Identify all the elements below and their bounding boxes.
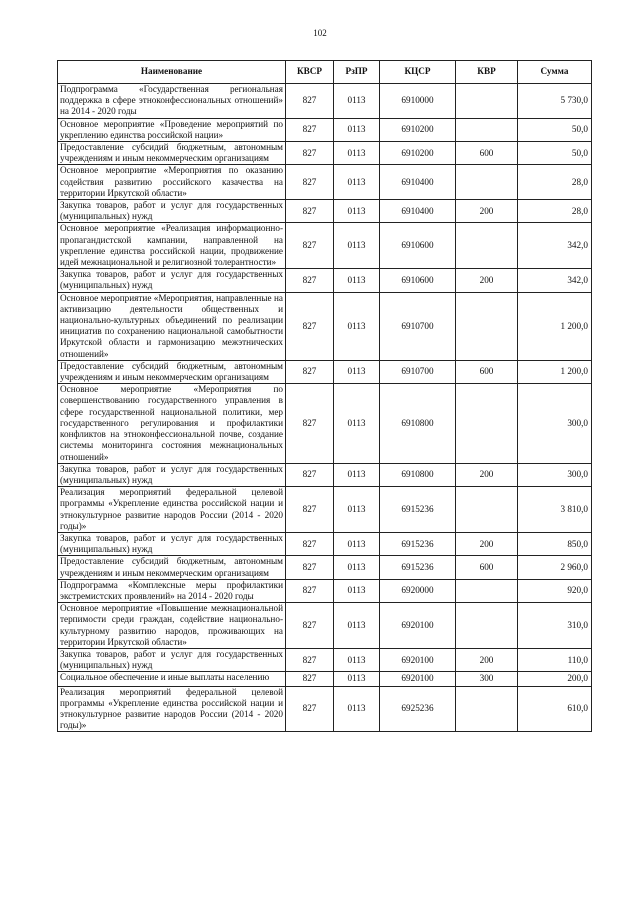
cell-sum: 342,0 (518, 223, 592, 269)
cell-kcsr: 6910800 (380, 384, 456, 463)
cell-kvr (456, 84, 518, 119)
cell-kcsr: 6920000 (380, 579, 456, 602)
cell-sum: 1 200,0 (518, 292, 592, 360)
cell-kcsr: 6920100 (380, 603, 456, 649)
cell-rzpr: 0113 (334, 165, 380, 200)
cell-sum: 850,0 (518, 532, 592, 555)
cell-rzpr: 0113 (334, 360, 380, 383)
cell-name: Основное мероприятие «Мероприятия по оказанию содействия развитию российского казачества на территории Иркутской области» (58, 165, 286, 200)
table-row (58, 269, 592, 292)
cell-kvr: 200 (456, 463, 518, 486)
header-sum: Сумма (518, 61, 592, 84)
cell-kvsr: 827 (286, 118, 334, 141)
cell-sum: 3 810,0 (518, 487, 592, 533)
cell-kcsr: 6915236 (380, 532, 456, 555)
cell-kcsr: 6910700 (380, 292, 456, 360)
cell-name: Реализация мероприятий федеральной целевой программы «Укрепление единства российской нации и этнокультурное развитие народов России (2014 - 2020 годы)» (58, 487, 286, 533)
cell-name: Предоставление субсидий бюджетным, автономным учреждениям и иным некоммерческим организациям (58, 142, 286, 165)
cell-kcsr: 6910800 (380, 463, 456, 486)
cell-sum: 300,0 (518, 384, 592, 463)
cell-kvsr: 827 (286, 200, 334, 223)
cell-sum: 50,0 (518, 118, 592, 141)
cell-kvr (456, 603, 518, 649)
cell-kvr (456, 118, 518, 141)
table-row (58, 165, 592, 200)
cell-sum: 1 200,0 (518, 360, 592, 383)
cell-rzpr: 0113 (334, 463, 380, 486)
table-row (58, 292, 592, 360)
cell-kvr (456, 292, 518, 360)
table-row (58, 118, 592, 141)
cell-name: Предоставление субсидий бюджетным, автономным учреждениям и иным некоммерческим организациям (58, 556, 286, 579)
table-row (58, 200, 592, 223)
cell-kvsr: 827 (286, 672, 334, 686)
cell-rzpr: 0113 (334, 269, 380, 292)
table-row (58, 579, 592, 602)
table-row (58, 648, 592, 671)
cell-kvsr: 827 (286, 84, 334, 119)
cell-rzpr: 0113 (334, 648, 380, 671)
cell-name: Закупка товаров, работ и услуг для государственных (муниципальных) нужд (58, 532, 286, 555)
cell-kvr: 200 (456, 200, 518, 223)
cell-rzpr: 0113 (334, 672, 380, 686)
cell-kvr (456, 487, 518, 533)
cell-rzpr: 0113 (334, 686, 380, 732)
cell-rzpr: 0113 (334, 532, 380, 555)
cell-kvr: 600 (456, 142, 518, 165)
cell-name: Закупка товаров, работ и услуг для государственных (муниципальных) нужд (58, 200, 286, 223)
cell-kvsr: 827 (286, 223, 334, 269)
header-rzpr: РзПР (334, 61, 380, 84)
cell-kvsr: 827 (286, 384, 334, 463)
cell-kvr: 600 (456, 360, 518, 383)
cell-rzpr: 0113 (334, 200, 380, 223)
cell-rzpr: 0113 (334, 579, 380, 602)
cell-kvsr: 827 (286, 648, 334, 671)
cell-kcsr: 6915236 (380, 556, 456, 579)
cell-name: Основное мероприятие «Мероприятия, направленные на активизацию деятельности общественных и национально-культурных объединений по реализации инициатив по сохранению национальной самобытности Иркутской области и гармонизацию межэтнических отношений» (58, 292, 286, 360)
budget-table (57, 60, 592, 732)
cell-kvr (456, 384, 518, 463)
cell-kvr: 200 (456, 648, 518, 671)
cell-kcsr: 6910400 (380, 165, 456, 200)
header-kcsr: КЦСР (380, 61, 456, 84)
cell-kvsr: 827 (286, 686, 334, 732)
cell-sum: 610,0 (518, 686, 592, 732)
cell-rzpr: 0113 (334, 223, 380, 269)
table-row (58, 672, 592, 686)
cell-kvr: 300 (456, 672, 518, 686)
table-row (58, 463, 592, 486)
cell-name: Подпрограмма «Комплексные меры профилактики экстремистских проявлений» на 2014 - 2020 годы (58, 579, 286, 602)
table-row (58, 532, 592, 555)
cell-name: Закупка товаров, работ и услуг для государственных (муниципальных) нужд (58, 269, 286, 292)
cell-kcsr: 6920100 (380, 672, 456, 686)
cell-kvsr: 827 (286, 463, 334, 486)
header-kvr: КВР (456, 61, 518, 84)
cell-sum: 2 960,0 (518, 556, 592, 579)
cell-name: Закупка товаров, работ и услуг для государственных (муниципальных) нужд (58, 463, 286, 486)
cell-name: Основное мероприятие «Повышение межнациональной терпимости среди граждан, содействие национально-культурному развитию народов, проживающих на территории Иркутской области» (58, 603, 286, 649)
cell-kvsr: 827 (286, 165, 334, 200)
cell-kcsr: 6910200 (380, 142, 456, 165)
cell-rzpr: 0113 (334, 118, 380, 141)
cell-kcsr: 6910200 (380, 118, 456, 141)
cell-kvsr: 827 (286, 269, 334, 292)
cell-sum: 50,0 (518, 142, 592, 165)
cell-kcsr: 6910400 (380, 200, 456, 223)
cell-sum: 5 730,0 (518, 84, 592, 119)
cell-kcsr: 6910600 (380, 269, 456, 292)
table-row (58, 142, 592, 165)
table-row (58, 686, 592, 732)
cell-rzpr: 0113 (334, 384, 380, 463)
cell-kvsr: 827 (286, 532, 334, 555)
cell-sum: 110,0 (518, 648, 592, 671)
cell-rzpr: 0113 (334, 487, 380, 533)
cell-sum: 310,0 (518, 603, 592, 649)
cell-name: Реализация мероприятий федеральной целевой программы «Укрепление единства российской нации и этнокультурное развитие народов России (2014 - 2020 годы)» (58, 686, 286, 732)
table-row (58, 603, 592, 649)
cell-kcsr: 6920100 (380, 648, 456, 671)
cell-rzpr: 0113 (334, 603, 380, 649)
cell-rzpr: 0113 (334, 84, 380, 119)
cell-kcsr: 6910000 (380, 84, 456, 119)
cell-kvsr: 827 (286, 556, 334, 579)
table-row (58, 384, 592, 463)
cell-rzpr: 0113 (334, 142, 380, 165)
cell-sum: 28,0 (518, 165, 592, 200)
table-row (58, 556, 592, 579)
cell-kcsr: 6910600 (380, 223, 456, 269)
cell-name: Основное мероприятие «Реализация информационно-пропагандистской кампании, направленной на укрепление единства российской нации, продвижение идей межнациональной и религиозной толерантности» (58, 223, 286, 269)
cell-kvsr: 827 (286, 487, 334, 533)
cell-name: Предоставление субсидий бюджетным, автономным учреждениям и иным некоммерческим организациям (58, 360, 286, 383)
cell-name: Закупка товаров, работ и услуг для государственных (муниципальных) нужд (58, 648, 286, 671)
table-row (58, 84, 592, 119)
table-row (58, 360, 592, 383)
cell-kvr (456, 165, 518, 200)
cell-name: Основное мероприятие «Мероприятия по совершенствованию государственного управления в сфере государственной национальной политики, мер государственного регулирования и профилактики конфликтов на этноконфессиональной почве, создание системы мониторинга состояния межнациональных отношений» (58, 384, 286, 463)
cell-kvr (456, 579, 518, 602)
table-body (58, 84, 592, 732)
cell-kcsr: 6910700 (380, 360, 456, 383)
cell-sum: 920,0 (518, 579, 592, 602)
cell-rzpr: 0113 (334, 292, 380, 360)
table-row (58, 487, 592, 533)
cell-kvsr: 827 (286, 292, 334, 360)
cell-sum: 342,0 (518, 269, 592, 292)
table-header-row (58, 61, 592, 84)
cell-kvr (456, 686, 518, 732)
cell-name: Основное мероприятие «Проведение мероприятий по укреплению единства российской нации» (58, 118, 286, 141)
cell-kvsr: 827 (286, 360, 334, 383)
cell-kcsr: 6915236 (380, 487, 456, 533)
cell-name: Подпрограмма «Государственная региональная поддержка в сфере этноконфессиональных отношений» на 2014 - 2020 годы (58, 84, 286, 119)
cell-kvsr: 827 (286, 603, 334, 649)
cell-kcsr: 6925236 (380, 686, 456, 732)
cell-sum: 200,0 (518, 672, 592, 686)
cell-kvsr: 827 (286, 142, 334, 165)
page-number: 102 (313, 28, 327, 38)
cell-sum: 300,0 (518, 463, 592, 486)
table-row (58, 223, 592, 269)
cell-kvr: 600 (456, 556, 518, 579)
cell-kvr (456, 223, 518, 269)
cell-name: Социальное обеспечение и иные выплаты населению (58, 672, 286, 686)
header-name: Наименование (58, 61, 286, 84)
cell-rzpr: 0113 (334, 556, 380, 579)
cell-sum: 28,0 (518, 200, 592, 223)
cell-kvr: 200 (456, 532, 518, 555)
cell-kvsr: 827 (286, 579, 334, 602)
cell-kvr: 200 (456, 269, 518, 292)
header-kvsr: КВСР (286, 61, 334, 84)
